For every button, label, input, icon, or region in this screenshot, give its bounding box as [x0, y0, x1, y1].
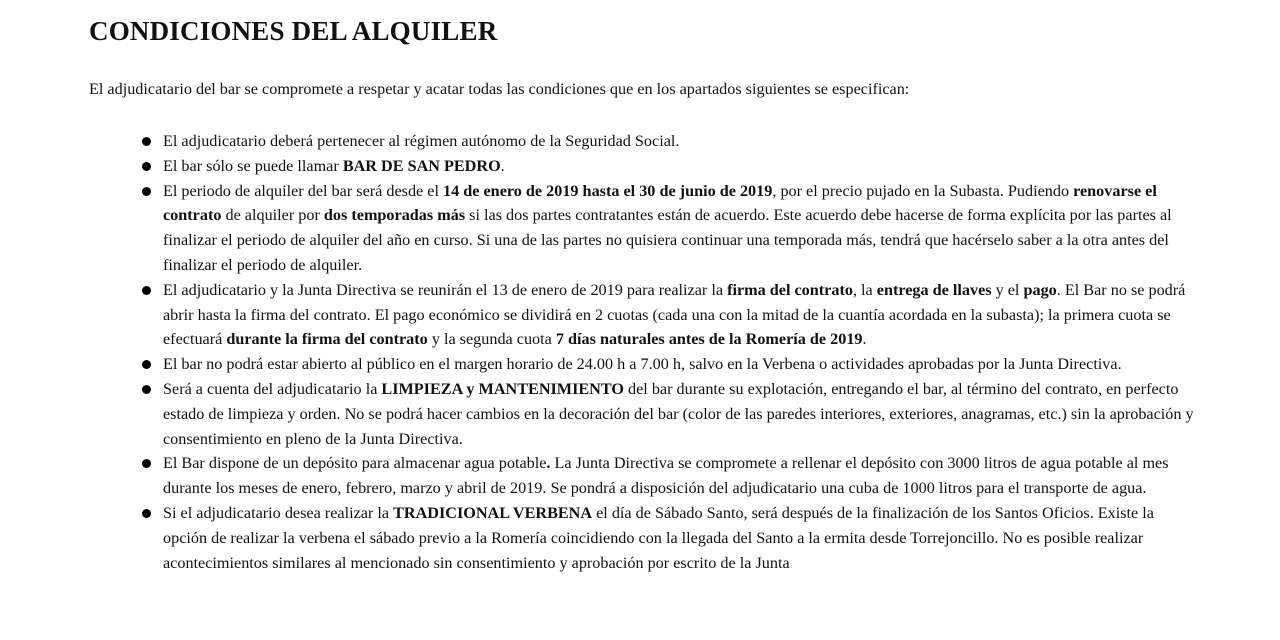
- condition-text: El bar no podrá estar abierto al público en el margen horario de 24.00 h a 7.00 h, salvo en la Verbena o actividades aprobadas por la Junta Directiva.: [163, 355, 1122, 374]
- condition-text: Si el adjudicatario desea realizar la: [163, 503, 394, 522]
- condition-bold-text: 7 días naturales antes de la Romería de 2019: [555, 330, 863, 349]
- condition-text: La Junta Directiva se compromete a rellenar el depósito con 3000 litros de agua potable al mes durante los meses de enero, febrero, marzo y abril de 2019. Se pondrá a disposición del adjudicatario una cuba de 1000 litros para el transporte de agua.: [163, 454, 1173, 498]
- condition-bold-text: pago: [1023, 280, 1057, 299]
- document-title: CONDICIONES DEL ALQUILER: [89, 16, 498, 46]
- condition-text: el día de Sábado Santo, será después de la finalización de los Santos Oficios. Existe la opción de realizar la verbena el sábado previo a la Romería coincidiendo con la llegada del Santo a la ermita desde Torrejoncillo. No es posible realizar acontecimientos similares al mencionado sin consentimiento y aprobación por escrito de la Junta: [163, 503, 1159, 572]
- condition-text: si las dos partes contratantes están de acuerdo. Este acuerdo debe hacerse de forma explícita por las partes al finalizar el periodo de alquiler del año en curso. Si una de las partes no quisiera continuar una temporada más, tendrá que hacérselo saber a la otra antes del finalizar el periodo de alquiler.: [163, 206, 1176, 274]
- condition-item: [140, 451, 1200, 501]
- condition-text: .: [500, 156, 505, 175]
- condition-bold-text: entrega de llaves: [876, 280, 992, 299]
- condition-text: . El Bar no se podrá abrir hasta la firma del contrato. El pago económico se dividirá en 2 cuotas (cada una con la mitad de la cuantía acordada en la subasta); la primera cuota se efectuará: [163, 280, 1190, 349]
- condition-text: El Bar dispone de un depósito para almacenar agua potable: [163, 454, 547, 473]
- condition-text: de alquiler por: [221, 206, 324, 225]
- condition-bold-text: .: [546, 454, 551, 473]
- condition-item: [140, 352, 1200, 377]
- condition-bold-text: BAR DE SAN PEDRO: [342, 156, 501, 175]
- condition-text: El adjudicatario deberá pertenecer al régimen autónomo de la Seguridad Social.: [163, 132, 680, 150]
- condition-bold-text: LIMPIEZA y MANTENIMIENTO: [381, 379, 624, 398]
- condition-bold-text: TRADICIONAL VERBENA: [393, 503, 593, 522]
- condition-text: del bar durante su explotación, entregando el bar, al término del contrato, en perfecto estado de limpieza y orden. No se podrá hacer cambios en la decoración del bar (color de las paredes interiores, exteriores, anagramas, etc.) sin la aprobación y consentimiento en pleno de la Junta Directiva.: [163, 379, 1198, 448]
- condition-text: y la segunda cuota: [427, 330, 556, 349]
- condition-text: .: [862, 330, 867, 349]
- condition-bold-text: durante la firma del contrato: [226, 330, 428, 349]
- condition-text: y el: [991, 280, 1024, 299]
- condition-bold-text: 14 de enero de 2019 hasta el 30 de junio de 2019: [443, 181, 773, 200]
- condition-bold-text: renovarse el contrato: [163, 181, 1161, 225]
- condition-text: , por el precio pujado en la Subasta. Pudiendo: [772, 181, 1074, 200]
- condition-item: [140, 129, 1200, 154]
- condition-item: [140, 501, 1200, 575]
- condition-bold-text: firma del contrato: [727, 280, 853, 299]
- condition-text: , la: [852, 280, 877, 299]
- condition-item: [140, 154, 1200, 179]
- condition-item: [140, 278, 1200, 352]
- condition-bold-text: dos temporadas más: [323, 206, 466, 225]
- condition-text: Será a cuenta del adjudicatario la: [163, 379, 382, 398]
- condition-item: [140, 377, 1200, 451]
- condition-text: El periodo de alquiler del bar será desde el: [163, 181, 444, 200]
- intro-paragraph: El adjudicatario del bar se compromete a respetar y acatar todas las condiciones que en los apartados siguientes se especifican:: [89, 80, 910, 98]
- condition-item: [140, 179, 1200, 278]
- condition-text: El adjudicatario y la Junta Directiva se reunirán el 13 de enero de 2019 para realizar la: [163, 280, 728, 299]
- condition-text: El bar sólo se puede llamar: [163, 156, 343, 175]
- conditions-list: [140, 129, 1200, 575]
